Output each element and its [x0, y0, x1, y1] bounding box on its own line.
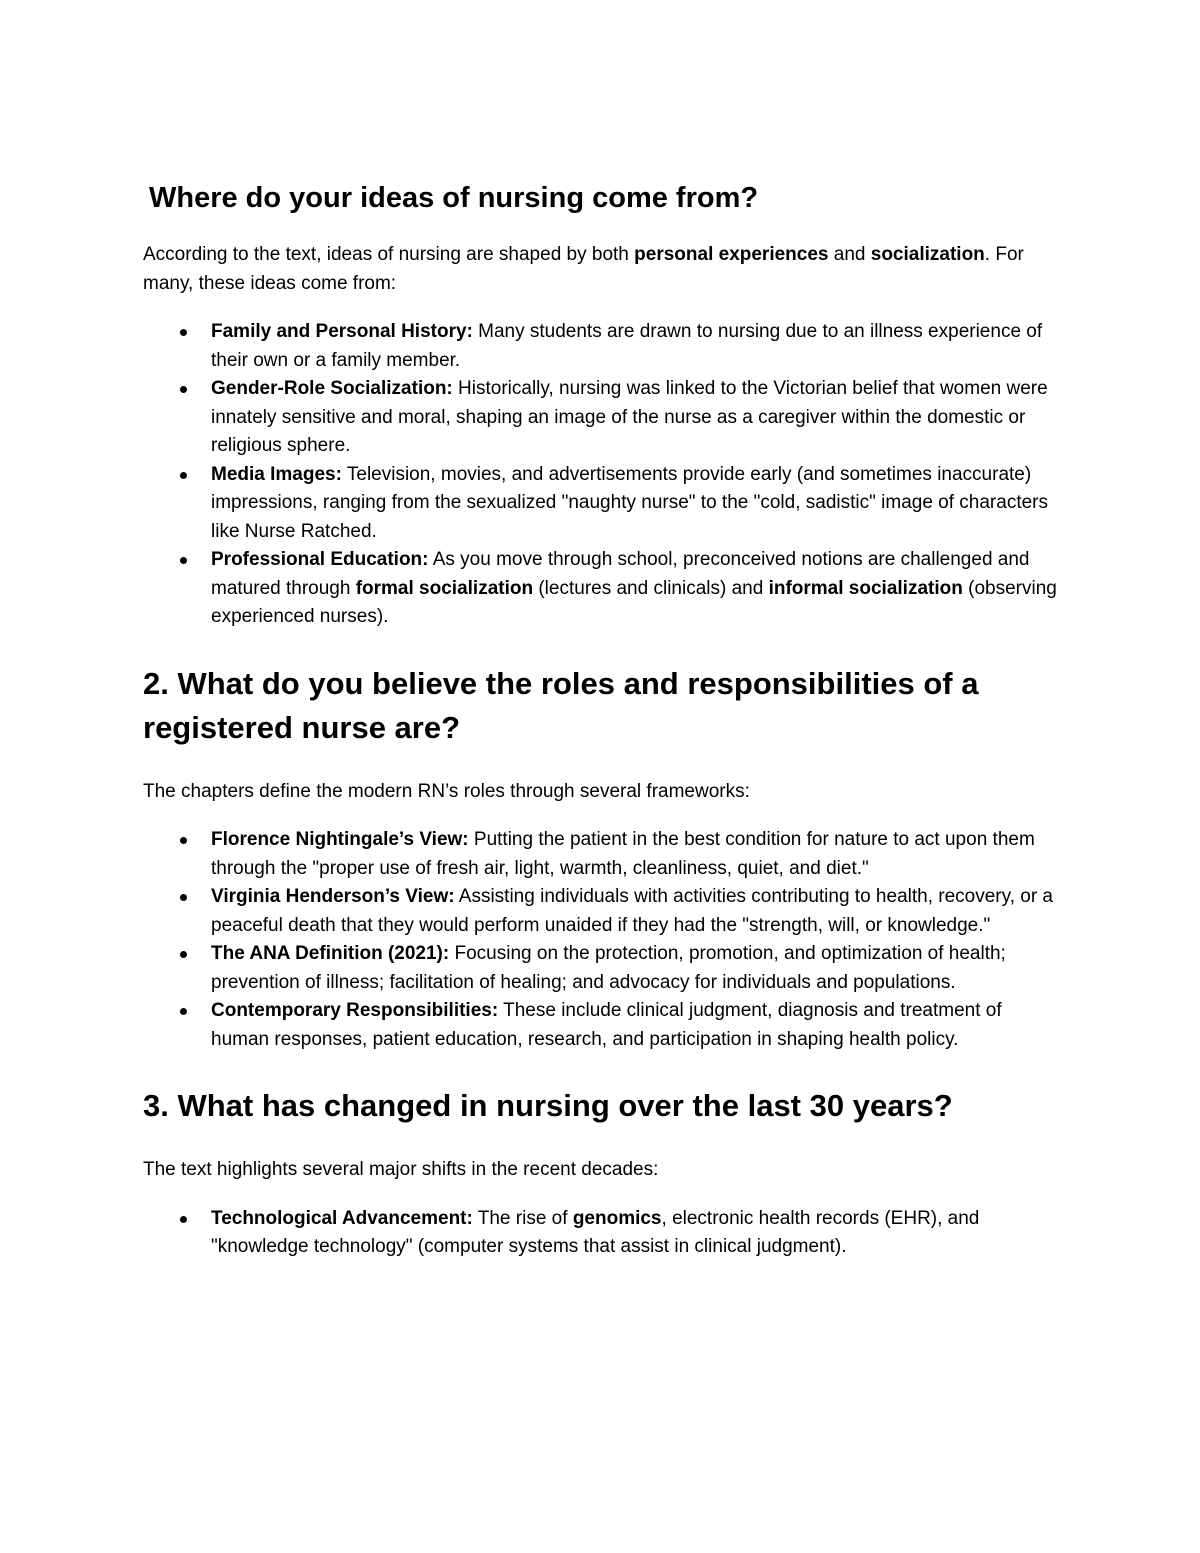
item-label: The ANA Definition (2021): [211, 943, 450, 964]
intro-text: According to the text, ideas of nursing are shaped by both [143, 244, 635, 265]
item-text: Focusing on the protection, promotion, and optimization of health; prevention of illness; facilitation of healing; and advocacy for individuals and populations. [211, 943, 1006, 993]
section2-heading: 2. What do you believe the roles and responsibilities of a registered nurse are? [143, 665, 979, 745]
section2-intro: The chapters define the modern RN’s roles through several frameworks: [143, 780, 750, 802]
item-text: Many students are drawn to nursing due to an illness experience of their own or a family member. [211, 321, 1043, 371]
bullet-icon [180, 1216, 187, 1223]
list-item [143, 940, 1063, 997]
list-item [143, 997, 1063, 1054]
item-label: Contemporary Responsibilities: [211, 1000, 499, 1021]
bullet-icon [180, 386, 187, 393]
item-label: Gender-Role Socialization: [211, 378, 453, 399]
document-content [143, 178, 1063, 1262]
item-text: (lectures and clinicals) and [533, 577, 769, 599]
item-text: Historically, nursing was linked to the Victorian belief that women were innately sensitive and moral, shaping an image of the nurse as a caregiver within the domestic or religious sphere. [211, 378, 1048, 456]
list-item [143, 826, 1063, 883]
section3-intro: The text highlights several major shifts in the recent decades: [143, 1159, 659, 1180]
list-item [143, 883, 1063, 940]
item-text: , electronic health records (EHR), and "knowledge technology" (computer systems that assist in clinical judgment). [211, 1207, 980, 1257]
item-label: Media Images: [211, 463, 342, 485]
item-text: The rise of [472, 1207, 573, 1229]
section3-heading: 3. What has changed in nursing over the last 30 years? [143, 1088, 953, 1123]
bullet-icon [180, 1008, 187, 1015]
item-label: Florence Nightingale’s View: [211, 829, 469, 850]
intro-text: . For many, these ideas come from: [143, 244, 1024, 294]
list-item [143, 318, 1063, 375]
item-text: (observing experienced nurses). [211, 577, 1057, 627]
bullet-icon [180, 837, 187, 844]
section1-heading: Where do your ideas of nursing come from? [149, 182, 759, 214]
bullet-icon [180, 894, 187, 901]
bullet-icon [180, 951, 187, 958]
item-bold-term: informal socialization [768, 577, 963, 599]
item-label: Family and Personal History: [211, 321, 473, 342]
item-text: Assisting individuals with activities contributing to health, recovery, or a peaceful death that they would perform unaided if they had the "strength, will, or knowledge." [211, 886, 1053, 936]
list-item [143, 1205, 1063, 1262]
item-text: These include clinical judgment, diagnosis and treatment of human responses, patient education, research, and participation in shaping health policy. [211, 1000, 1002, 1050]
section1-intro [143, 241, 1063, 298]
item-text: As you move through school, preconceived notions are challenged and matured through [211, 549, 1030, 599]
section3-list [143, 1205, 1063, 1262]
item-label: Virginia Henderson’s View: [211, 886, 455, 907]
list-item [143, 546, 1063, 632]
item-label: Professional Education: [211, 549, 429, 570]
item-text: Television, movies, and advertisements provide early (and sometimes inaccurate) impressions, ranging from the sexualized "naughty nurse" to the "cold, sadistic" image of characters like Nurse Ratched. [211, 463, 1049, 542]
list-item [143, 375, 1063, 461]
bullet-icon [180, 329, 187, 336]
intro-text: and [828, 244, 871, 265]
intro-bold-term: socialization [870, 244, 985, 265]
bullet-icon [180, 472, 187, 479]
list-item [143, 461, 1063, 547]
section2-list [143, 826, 1063, 1054]
item-label: Technological Advancement: [211, 1207, 473, 1229]
section1-list [143, 318, 1063, 632]
bullet-icon [180, 557, 187, 564]
item-bold-term: formal socialization [355, 577, 534, 599]
intro-bold-term: personal experiences [634, 244, 829, 265]
item-text: Putting the patient in the best condition for nature to act upon them through the "proper use of fresh air, light, warmth, cleanliness, quiet, and diet." [211, 829, 1035, 879]
item-bold-term: genomics [572, 1207, 662, 1229]
